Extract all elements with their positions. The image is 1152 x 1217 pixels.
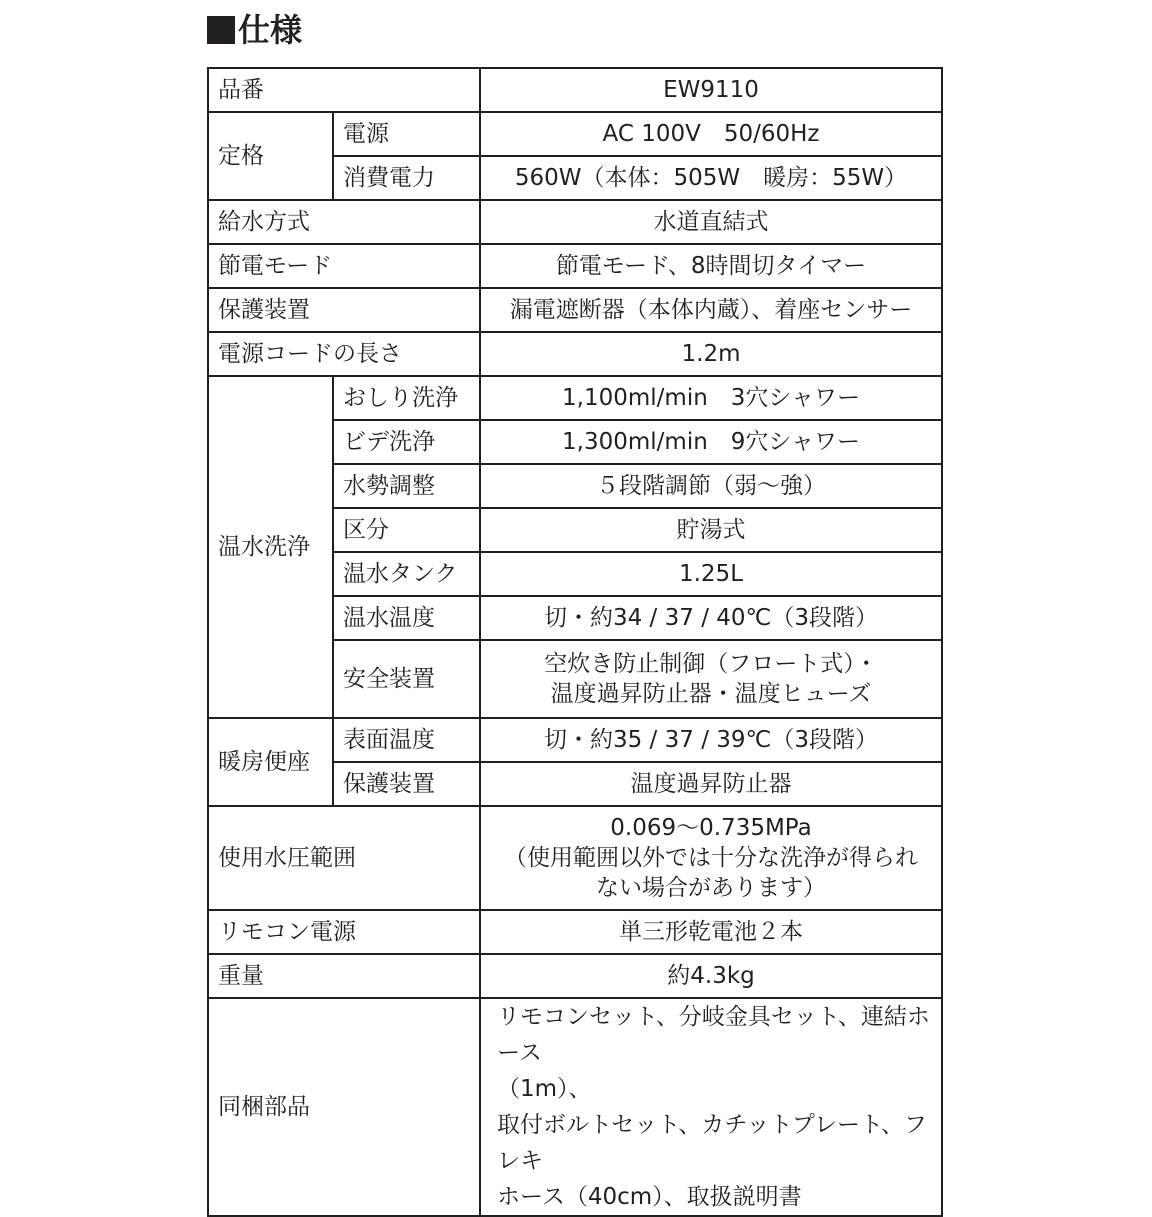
- row-label: 消費電力: [333, 156, 480, 200]
- row-label: 保護装置: [333, 762, 480, 806]
- table-row: [208, 954, 942, 998]
- value-line: 0.069～0.735MPa: [610, 815, 812, 841]
- value-line: 空炊き防止制御（フロート式）・: [544, 651, 878, 677]
- row-label: 区分: [333, 508, 480, 552]
- page-title-text: 仕様: [238, 11, 303, 49]
- row-value: 約4.3kg: [480, 954, 942, 998]
- table-row: [208, 288, 942, 332]
- row-value: 切・約34 / 37 / 40℃（3段階）: [480, 596, 942, 640]
- row-label: 温水温度: [333, 596, 480, 640]
- row-label: リモコン電源: [208, 910, 480, 954]
- value-line: 温度過昇防止器・温度ヒューズ: [550, 681, 872, 707]
- row-value: 節電モード、8時間切タイマー: [480, 244, 942, 288]
- table-row: [208, 718, 942, 762]
- row-label: 電源: [333, 112, 480, 156]
- table-row: [208, 806, 942, 910]
- value-line: リモコンセット、分岐金具セット、連結ホース: [497, 1004, 930, 1066]
- row-value: 切・約35 / 37 / 39℃（3段階）: [480, 718, 942, 762]
- row-value: 1.25L: [480, 552, 942, 596]
- table-row: [208, 910, 942, 954]
- row-label: 表面温度: [333, 718, 480, 762]
- table-row: [208, 998, 942, 1216]
- row-value: EW9110: [480, 68, 942, 112]
- table-row: [208, 332, 942, 376]
- row-label: 品番: [208, 68, 480, 112]
- table-row: [208, 244, 942, 288]
- square-bullet-icon: [207, 16, 235, 44]
- table-row: [208, 112, 942, 156]
- row-label: 水勢調整: [333, 464, 480, 508]
- row-label: 給水方式: [208, 200, 480, 244]
- row-label: 同梱部品: [208, 998, 480, 1216]
- value-line: ホース（40cm）、取扱説明書: [497, 1184, 802, 1210]
- table-row: [208, 376, 942, 420]
- row-value: 温度過昇防止器: [480, 762, 942, 806]
- row-value: 貯湯式: [480, 508, 942, 552]
- group-label: 定格: [208, 112, 333, 200]
- value-line: 取付ボルトセット、カチットプレート、フレキ: [497, 1112, 927, 1174]
- row-label: 使用水圧範囲: [208, 806, 480, 910]
- table-row: [208, 68, 942, 112]
- spec-table: [207, 67, 943, 1217]
- value-line: ない場合があります）: [596, 875, 826, 901]
- row-value: AC 100V 50/60Hz: [480, 112, 942, 156]
- row-value: 560W（本体：505W 暖房：55W）: [480, 156, 942, 200]
- table-row: [208, 200, 942, 244]
- page-title: [207, 8, 302, 52]
- row-value: 1,300ml/min 9穴シャワー: [480, 420, 942, 464]
- row-value: [480, 640, 942, 718]
- row-value: 1.2m: [480, 332, 942, 376]
- row-value: 水道直結式: [480, 200, 942, 244]
- row-value: [480, 806, 942, 910]
- row-label: おしり洗浄: [333, 376, 480, 420]
- row-value: [480, 998, 942, 1216]
- row-value: 1,100ml/min 3穴シャワー: [480, 376, 942, 420]
- row-label: 安全装置: [333, 640, 480, 718]
- row-value: ５段階調節（弱～強）: [480, 464, 942, 508]
- value-line: （1m）、: [497, 1076, 592, 1102]
- row-label: 重量: [208, 954, 480, 998]
- row-label: 保護装置: [208, 288, 480, 332]
- row-value: 漏電遮断器（本体内蔵）、着座センサー: [480, 288, 942, 332]
- row-label: 電源コードの長さ: [208, 332, 480, 376]
- row-label: 節電モード: [208, 244, 480, 288]
- group-label: 暖房便座: [208, 718, 333, 806]
- row-label: ビデ洗浄: [333, 420, 480, 464]
- group-label: 温水洗浄: [208, 376, 333, 718]
- value-line: （使用範囲以外では十分な洗浄が得られ: [504, 845, 918, 871]
- row-label: 温水タンク: [333, 552, 480, 596]
- row-value: 単三形乾電池２本: [480, 910, 942, 954]
